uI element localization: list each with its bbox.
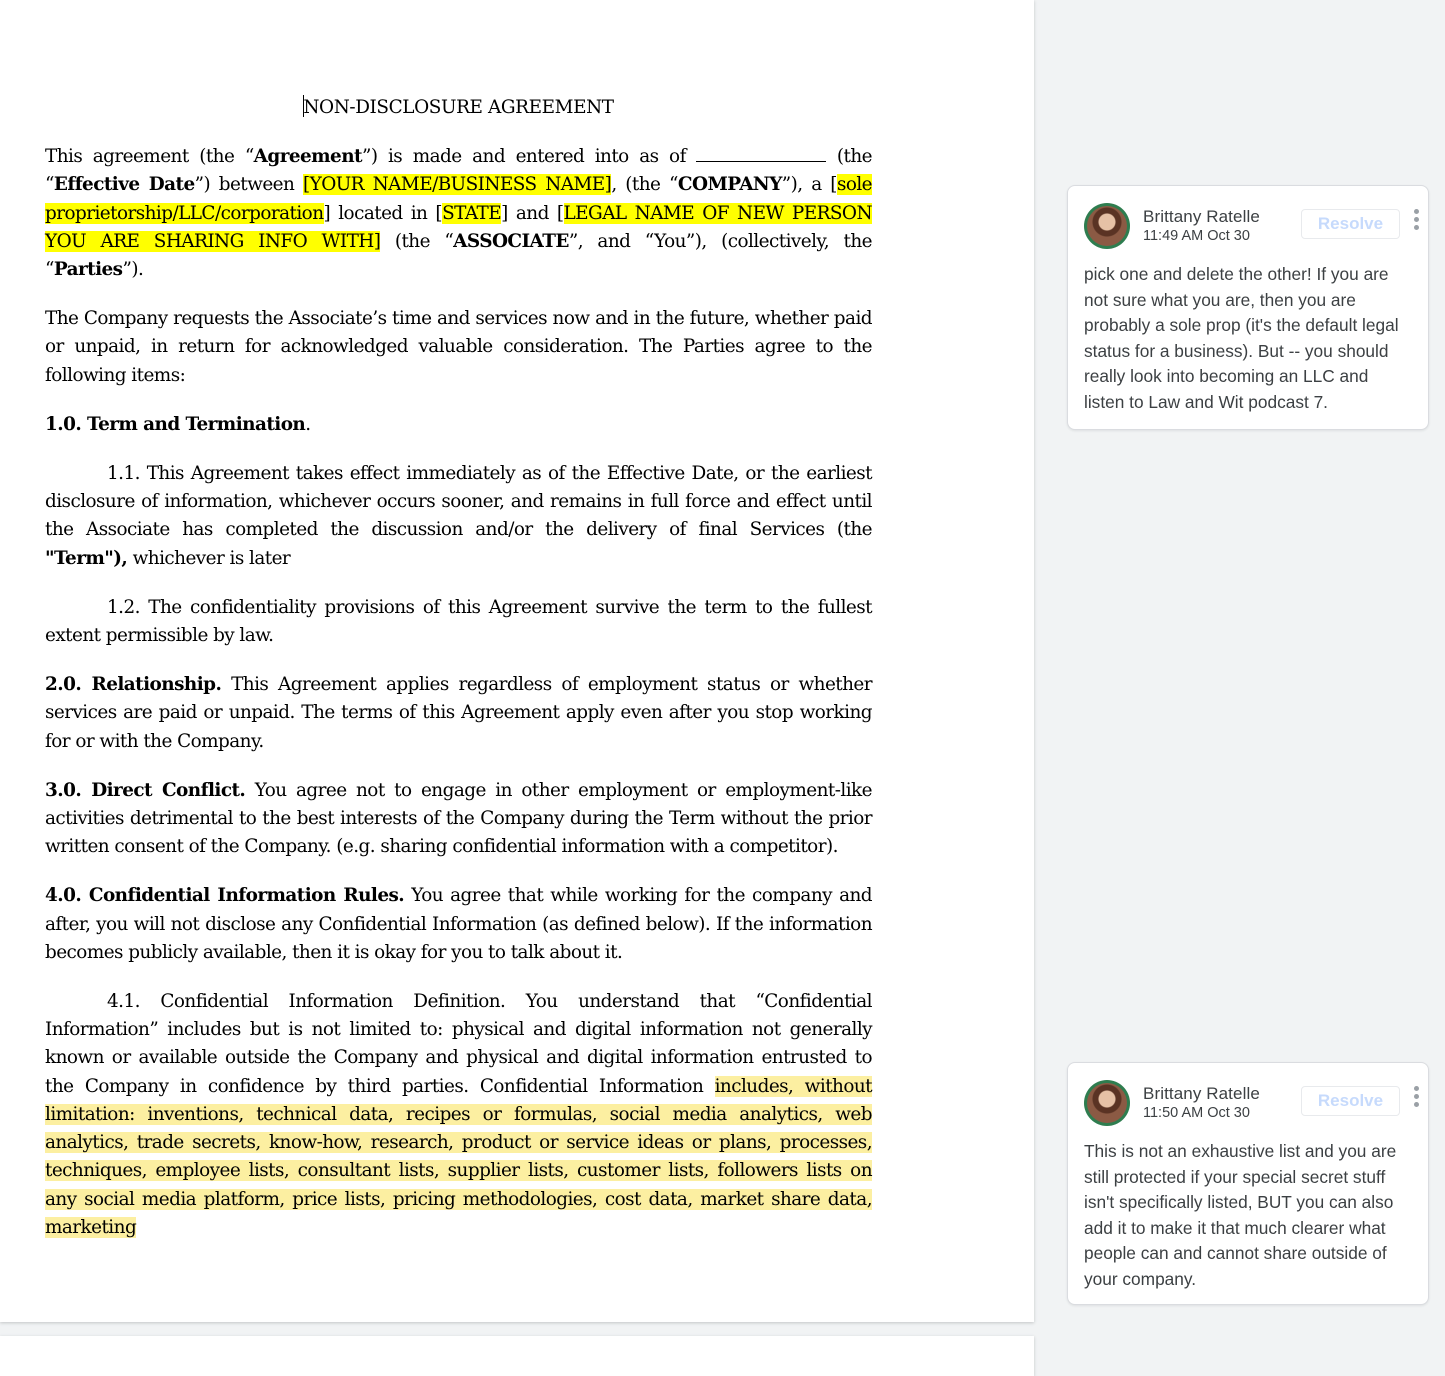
comment-card[interactable] [1067, 185, 1429, 430]
avatar [1084, 203, 1130, 249]
placeholder-person-name: LEGAL NAME OF NEW PERSON YOU ARE SHARING INFO WITH] [45, 202, 872, 252]
avatar [1084, 1080, 1130, 1126]
placeholder-entity-type: sole proprietorship/LLC/corporation [45, 174, 873, 224]
term-company: COMPANY [677, 174, 782, 196]
section-3: 3.0. Direct Conflict. You agree not to engage in other employment or employment-like activities detrimental to the best interests of the Company during the Term without the prior written consent of the Company. (e.g. sharing confidential information with a competitor). [45, 779, 872, 858]
intro-paragraph: This agreement (the “Agreement”) is made and entered into as of (the “Effective Date”) between [YOUR NAME/BUSINESS NAME], (the “COMPANY”), a [sole proprietorship/LLC/corporation] located in [STATE] and [LEGAL NAME OF NEW PERSON YOU ARE SHARING INFO WITH] (the “ASSOCIATE”, and “You”), (collectively, the “Parties”). [45, 146, 873, 281]
section-1-1: 1.1. This Agreement takes effect immediately as of the Effective Date, or the earliest disclosure of information, whichever occurs sooner, and remains in full force and effect until the Associate has completed the discussion and/or the delivery of final Services (the "Term"), whichever is later [45, 463, 872, 569]
section-4: 4.0. Confidential Information Rules. You agree that while working for the company and after, you will not disclose any Confidential Information (as defined below). If the information becomes publicly available, then it is okay for you to talk about it. [45, 885, 872, 963]
resolve-button[interactable]: Resolve [1301, 1086, 1400, 1116]
section-4-1: 4.1. Confidential Information Definition. You understand that “Confidential Information” includes but is not limited to: physical and digital information not generally known or available outside the Company and physical and digital information entrusted to the Company in confidence by third parties. Confidential Information includes, without limitation: inventions, technical data, recipes or formulas, social media analytics, web analytics, trade secrets, know-how, research, product or service ideas or plans, processes, techniques, employee lists, consultant lists, supplier lists, customer lists, followers lists on any social media platform, price lists, pricing methodologies, cost data, market share data, marketing [45, 991, 872, 1238]
comment-author: Brittany Ratelle [1143, 207, 1260, 226]
services-paragraph: The Company requests the Associate’s time and services now and in the future, whether paid or unpaid, in return for acknowledged valuable consideration. The Parties agree to the following items: [45, 308, 872, 386]
comment-text: This is not an exhaustive list and you are still protected if your special secret stuff isn't specifically listed, BUT you can also add it to make it that much clearer what people can and cannot share outside of your company. [1084, 1141, 1397, 1289]
placeholder-state: STATE [442, 202, 502, 224]
section-2: 2.0. Relationship. This Agreement applies regardless of employment status or whether services are paid or unpaid. The terms of this Agreement apply even after you stop working for or with the Company. [45, 674, 872, 752]
term-effective-date: Effective Date [53, 174, 195, 196]
title-text: NON-DISCLOSURE AGREEMENT [303, 97, 614, 118]
document-title [45, 94, 872, 122]
commented-text-highlight[interactable]: includes, without limitation: inventions, technical data, recipes or formulas, social media analytics, web analytics, trade secrets, know-how, research, product or service ideas or plans, processes, techniques, employee lists, consultant lists, supplier lists, customer lists, followers lists on any social media platform, price lists, pricing methodologies, cost data, market share data, marketing [45, 1075, 872, 1238]
placeholder-business-name: [YOUR NAME/BUSINESS NAME] [302, 174, 612, 196]
more-options-icon[interactable] [1410, 1086, 1422, 1114]
section-1-heading: 1.0. Term and Termination. [45, 413, 311, 435]
next-page [0, 1336, 1034, 1376]
document-body[interactable] [45, 94, 872, 1242]
comment-text: pick one and delete the other! If you are not sure what you are, then you are probably a sole prop (it's the default legal status for a business). But -- you should really look into becoming an LLC and listen to Law and Wit podcast 7. [1084, 264, 1399, 412]
comment-time: 11:49 AM Oct 30 [1143, 228, 1250, 244]
term-associate: ASSOCIATE [453, 230, 569, 252]
date-blank [696, 147, 826, 162]
more-options-icon[interactable] [1410, 209, 1422, 237]
comment-time: 11:50 AM Oct 30 [1143, 1105, 1250, 1121]
comment-author: Brittany Ratelle [1143, 1084, 1260, 1103]
comment-card[interactable] [1067, 1062, 1429, 1305]
term-agreement: Agreement [253, 146, 362, 168]
section-1-2: 1.2. The confidentiality provisions of this Agreement survive the term to the fullest extent permissible by law. [45, 596, 872, 647]
term-parties: Parties [53, 259, 123, 281]
resolve-button[interactable]: Resolve [1301, 209, 1400, 239]
